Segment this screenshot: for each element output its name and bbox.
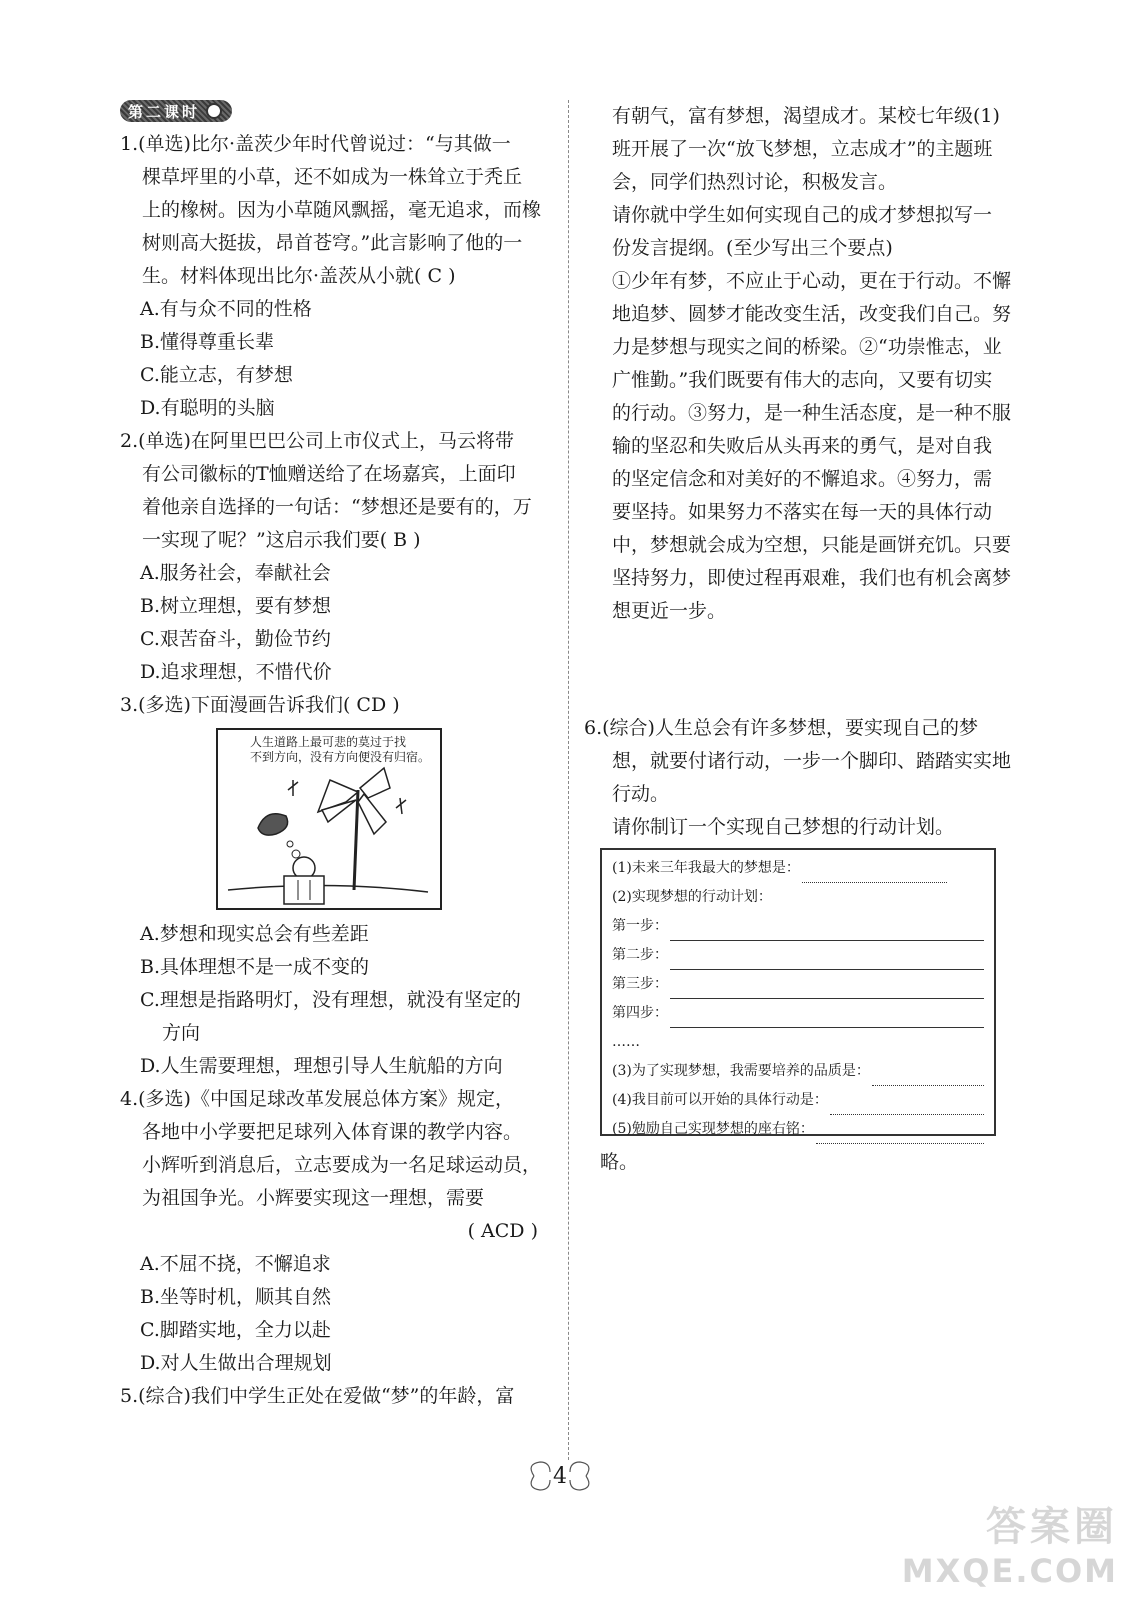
plan-label: (2)实现梦想的行动计划： [612,889,772,905]
action-plan-box [600,848,996,1136]
q3-option: B.具体理想不是一成不变的 [140,956,370,978]
plan-label: 第三步： [612,976,668,992]
q3-line: 3.(多选)下面漫画告诉我们( CD ) [120,694,400,716]
plan-blank[interactable] [670,1007,984,1028]
q4-answer: ( ACD ) [467,1220,538,1242]
question-6 [584,712,1014,844]
cartoon-image [216,728,442,910]
cartoon-caption-line: 不到方向，没有方向便没有归宿。 [250,750,431,764]
q2-line: 2.(单选)在阿里巴巴公司上市仪式上，马云将带 [120,430,514,452]
q4-line: 4.(多选)《中国足球改革发展总体方案》规定， [120,1088,514,1110]
q6-answer: 略。 [600,1151,639,1173]
q2-line: 着他亲自选择的一句话：“梦想还是要有的，万 [142,496,532,518]
plan-label: 第一步： [612,918,668,934]
q1-line: 生。材料体现出比尔·盖茨从小就( C ) [142,265,456,287]
plan-label: (4)我目前可以开始的具体行动是： [612,1092,828,1108]
section-title: 第二课时 [128,102,201,121]
plan-blank[interactable] [802,862,947,883]
q4-option: D.对人生做出合理规划 [140,1352,332,1374]
question-2 [120,425,550,689]
plan-ellipsis: …… [612,1034,640,1050]
plan-row-action [612,1086,984,1115]
left-column [120,100,550,1413]
plan-row-step-4 [612,999,984,1028]
plan-label: (1)未来三年我最大的梦想是： [612,860,800,876]
q5-answer-line: 力是梦想与现实之间的桥梁。②“功崇惟志，业 [612,336,1002,358]
q5-line: 班开展了一次“放飞梦想，立志成才”的主题班 [612,138,993,160]
plan-label: (5)勉励自己实现梦想的座右铭： [612,1121,814,1137]
q1-line: 1.(单选)比尔·盖茨少年时代曾说过：“与其做一 [120,133,511,155]
plan-row-step-2 [612,941,984,970]
q1-option: A.有与众不同的性格 [140,298,312,320]
plan-blank[interactable] [830,1094,984,1115]
q6-line: 请你制订一个实现自己梦想的行动计划。 [612,816,955,838]
q3-option: D.人生需要理想，理想引导人生航船的方向 [140,1055,503,1077]
q4-option: C.脚踏实地，全力以赴 [140,1319,331,1341]
q1-line: 棵草坪里的小草，还不如成为一株耸立于秃丘 [142,166,523,188]
q2-option: D.追求理想，不惜代价 [140,661,332,683]
section-header-ornament-icon [206,103,222,119]
q1-line: 上的橡树。因为小草随风飘摇，毫无追求，而橡 [142,199,542,221]
plan-row-quality [612,1057,984,1086]
question-5-start [120,1380,550,1413]
q5-line: 有朝气，富有梦想，渴望成才。某校七年级(1) [612,105,1000,127]
q3-option: A.梦想和现实总会有些差距 [140,923,369,945]
q5-line: 会，同学们热烈讨论，积极发言。 [612,171,898,193]
q5-answer-line: 想更近一步。 [612,600,727,622]
q6-line: 想，就要付诸行动，一步一个脚印、踏踏实实地 [612,750,1012,772]
q3-option: C.理想是指路明灯，没有理想，就没有坚定的 [140,989,521,1011]
watermark-url: MXQE.COM [901,1552,1118,1590]
plan-row-heading [612,883,984,912]
question-3 [120,689,550,1083]
q3-option-continuation: 方向 [162,1022,201,1044]
q2-option: B.树立理想，要有梦想 [140,595,332,617]
q1-option: D.有聪明的头脑 [140,397,275,419]
q4-line: 各地中小学要把足球列入体育课的教学内容。 [142,1121,523,1143]
q4-line: 为祖国争光。小辉要实现这一理想，需要 [142,1187,485,1209]
right-column [584,100,1022,838]
plan-label: (3)为了实现梦想，我需要培养的品质是： [612,1063,870,1079]
plan-blank[interactable] [872,1065,984,1086]
question-4 [120,1083,550,1380]
q5-answer-line: 中，梦想就会成为空想，只能是画饼充饥。只要 [612,534,1012,556]
q5-answer-line: ①少年有梦，不应止于心动，更在于行动。不懈 [612,270,1012,292]
q2-option: A.服务社会，奉献社会 [140,562,331,584]
plan-label: 第二步： [612,947,668,963]
q1-option: C.能立志，有梦想 [140,364,293,386]
plan-row-step-3 [612,970,984,999]
q4-option: B.坐等时机，顺其自然 [140,1286,332,1308]
q5-answer [612,265,1022,628]
watermark [902,1495,1118,1590]
q4-line: 小辉听到消息后，立志要成为一名足球运动员， [142,1154,542,1176]
plan-label: 第四步： [612,1005,668,1021]
q5-answer-line: 的坚定信念和对美好的不懈追求。④努力，需 [612,468,993,490]
q6-line: 6.(综合)人生总会有许多梦想，要实现自己的梦 [584,717,978,739]
section-header [120,100,232,122]
watermark-title: 答案圈 [986,1504,1118,1550]
q5-answer-line: 广惟勤。”我们既要有伟大的志向，又要有切实 [612,369,993,391]
plan-blank[interactable] [670,978,984,999]
q4-option: A.不屈不挠，不懈追求 [140,1253,331,1275]
page-number-text: 4 [553,1463,567,1489]
cartoon-caption-line: 人生道路上最可悲的莫过于找 [250,735,407,749]
q5-line: 份发言提纲。(至少写出三个要点) [612,237,893,259]
plan-row-motto [612,1115,984,1144]
q2-option: C.艰苦奋斗，勤俭节约 [140,628,331,650]
plan-row-step-1 [612,912,984,941]
question-1 [120,128,550,425]
plan-row-ellipsis [612,1028,984,1057]
q1-line: 树则高大挺拔，昂首苍穹。”此言影响了他的一 [142,232,523,254]
q5-answer-line: 坚持努力，即使过程再艰难，我们也有机会离梦 [612,567,1012,589]
page-number [520,1456,600,1496]
plan-row-dream [612,854,984,883]
q6-line: 行动。 [612,783,670,805]
q1-option: B.懂得尊重长辈 [140,331,275,353]
q5-answer-line: 要坚持。如果努力不落实在每一天的具体行动 [612,501,993,523]
q2-line: 有公司徽标的T恤赠送给了在场嘉宾，上面印 [142,463,516,485]
q5-answer-line: 输的坚忍和失败后从头再来的勇气，是对自我 [612,435,993,457]
plan-blank[interactable] [670,949,984,970]
q5-line: 请你就中学生如何实现自己的成才梦想拟写一 [612,204,993,226]
q5-line: 5.(综合)我们中学生正处在爱做“梦”的年龄，富 [120,1385,515,1407]
cartoon-caption [250,735,430,765]
plan-blank[interactable] [670,920,984,941]
plan-blank[interactable] [816,1123,984,1144]
q5-answer-line: 地追梦、圆梦才能改变生活，改变我们自己。努 [612,303,1012,325]
column-divider [568,100,569,1460]
q2-line: 一实现了呢？”这启示我们要( B ) [142,529,421,551]
q5-answer-line: 的行动。③努力，是一种生活态度，是一种不服 [612,402,1012,424]
question-5-continued [612,100,1022,628]
